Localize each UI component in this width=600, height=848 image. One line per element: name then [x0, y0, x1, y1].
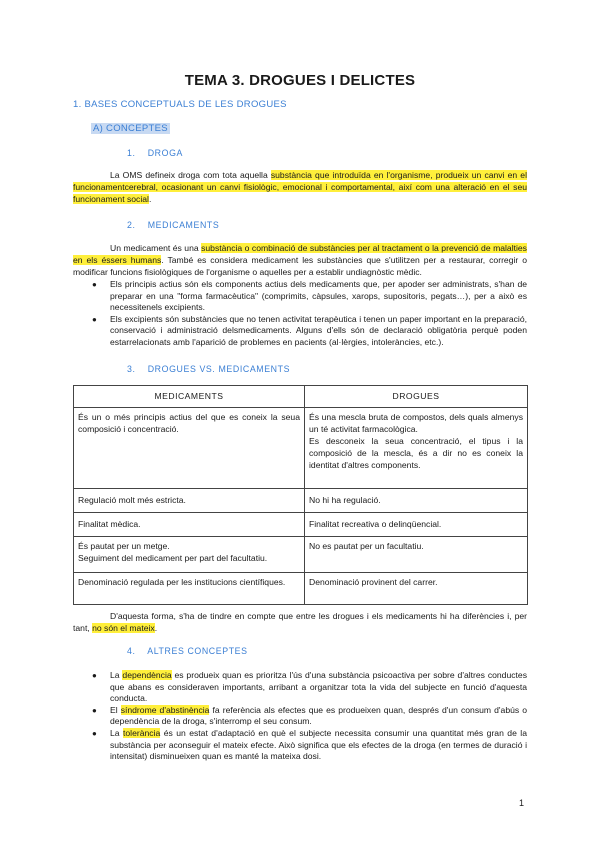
column-header: MEDICAMENTS [74, 386, 305, 408]
text: . [148, 194, 152, 205]
text: . També es considera medicament les substàncies que s'utilitzen per a restaurar, corregir o modificar funcions fisiològiques de l'organisme o aquelles per a establir undiagnòstic mèdic. [73, 255, 527, 278]
bullet-icon: ● [92, 671, 97, 680]
page-number: 1 [519, 798, 525, 808]
list-item [73, 314, 527, 349]
table-row [74, 573, 528, 605]
heading-drogues-vs-medicaments [127, 364, 290, 374]
comparison-table [73, 385, 528, 605]
highlighted-term: síndrome d'abstinència [120, 704, 210, 715]
list-item [73, 705, 527, 728]
text: es produeix quan es prioritza l'ús d'una substància psicoactiva per sobre d'altres conductes que abans es consideraven importants, arribant a organitzar tota la vida del subjecte en funció d'aquesta conducta. [110, 670, 527, 704]
text: Un medicament és una [110, 243, 202, 253]
table-row [74, 489, 528, 513]
heading-text: MEDICAMENTS [147, 220, 220, 230]
document-title: TEMA 3. DROGUES I DELICTES [184, 72, 416, 89]
text: El [110, 704, 121, 715]
list-item [73, 670, 527, 705]
highlighted-text: substància o combinació de substàncies per al tractament o la prevenció de malalties en els éssers humans [73, 243, 527, 266]
table-header-row [74, 386, 528, 408]
bullet-icon: ● [92, 728, 97, 738]
heading-number: 2. [127, 220, 136, 230]
table-row [74, 408, 528, 489]
table-cell: Finalitat mèdica. [74, 513, 305, 537]
table-row [74, 537, 528, 573]
bullet-icon: ● [92, 314, 97, 324]
table-cell: És una mescla bruta de compostos, dels quals almenys un té activitat farmacològica. Es desconeix la seua concentració, el tipus i la composició de la mescla, és a dir no es coneix la identitat d'altres components. [305, 408, 528, 489]
highlighted-text: substància que introduïda en l'organisme, produeix un canvi en el funcionamentcerebral, ocasionant un canvi fisiològic, emocional i comportamental, així com una alteració en el seu funcionament social [73, 170, 527, 205]
list-item-text: Els excipients són substàncies que no tenen activitat terapèutica i tenen un paper important en la preparació, conservació i administració delsmedicaments. Alguns d'ells són de declaració obligatòria perquè poden estarrelacionats amb l'aparició de problemes en pacients (al·lèrgies, intoleràncies, etc.). [110, 313, 527, 347]
column-header: DROGUES [305, 386, 528, 408]
paragraph-medicaments [73, 242, 527, 279]
table-row [74, 513, 528, 537]
text: La OMS defineix droga com tota aquella [110, 170, 271, 180]
table-cell: No hi ha regulació. [305, 489, 528, 513]
list-item [73, 279, 527, 314]
subsection-heading-conceptes: A) CONCEPTES [93, 123, 168, 134]
text: és un estat d'adaptació en què el subjecte necessita consumir una quantitat més gran de la substància per aconseguir el mateix efecte. Això significa que els efectes de la droga (en termes de duració i intensitat) disminueixen quan es manté la mateixa dosi. [110, 727, 527, 762]
medicaments-bullet-list [73, 279, 527, 349]
bullet-icon: ● [92, 705, 97, 715]
heading-text: ALTRES CONCEPTES [147, 646, 248, 656]
table-cell: És pautat per un metge. Seguiment del medicament per part del facultatiu. [74, 537, 305, 573]
heading-text: DROGUES VS. MEDICAMENTS [147, 364, 291, 374]
text: . [154, 623, 158, 634]
table-cell: No es pautat per un facultatiu. [305, 537, 528, 573]
list-item [73, 728, 527, 763]
table-cell: És un o més principis actius del que es coneix la seua composició i concentració. [74, 408, 305, 489]
heading-droga [127, 148, 183, 158]
table-cell: Denominació provinent del carrer. [305, 573, 528, 605]
altres-conceptes-bullet-list [73, 670, 527, 763]
highlighted-term: tolerància [123, 727, 161, 738]
heading-number: 3. [127, 364, 136, 374]
table-cell: Regulació molt més estricta. [74, 489, 305, 513]
heading-number: 4. [127, 646, 136, 656]
table-cell: Denominació regulada per les institucions científiques. [74, 573, 305, 605]
paragraph-after-table [73, 610, 527, 634]
text: La [110, 670, 123, 680]
heading-medicaments [127, 220, 219, 230]
paragraph-droga [73, 169, 527, 206]
heading-text: DROGA [147, 148, 183, 158]
heading-altres-conceptes [127, 646, 248, 656]
heading-number: 1. [127, 148, 136, 158]
highlighted-term: dependència [122, 670, 172, 680]
text: fa referència als efectes que es produeixen quan, després d'un consum d'abús o dependència de la droga, s'interromp el seu consum. [110, 704, 527, 727]
text: La [110, 727, 123, 738]
highlighted-text: no són el mateix [92, 623, 155, 634]
text: D'aquesta forma, s'ha de tindre en compte que entre les drogues i els medicaments hi ha diferències i, per tant, [73, 611, 527, 634]
section-heading-bases: 1. BASES CONCEPTUALS DE LES DROGUES [73, 99, 287, 110]
list-item-text: Els principis actius són els components actius dels medicaments que, per apoder ser administrats, s'han de preparar en una "forma farmacèutica" (comprimits, càpsules, xarops, supositoris, pegats…), per a això es necessitenels excipients. [110, 279, 527, 313]
bullet-icon: ● [92, 280, 97, 289]
table-cell: Finalitat recreativa o delinqüencial. [305, 513, 528, 537]
